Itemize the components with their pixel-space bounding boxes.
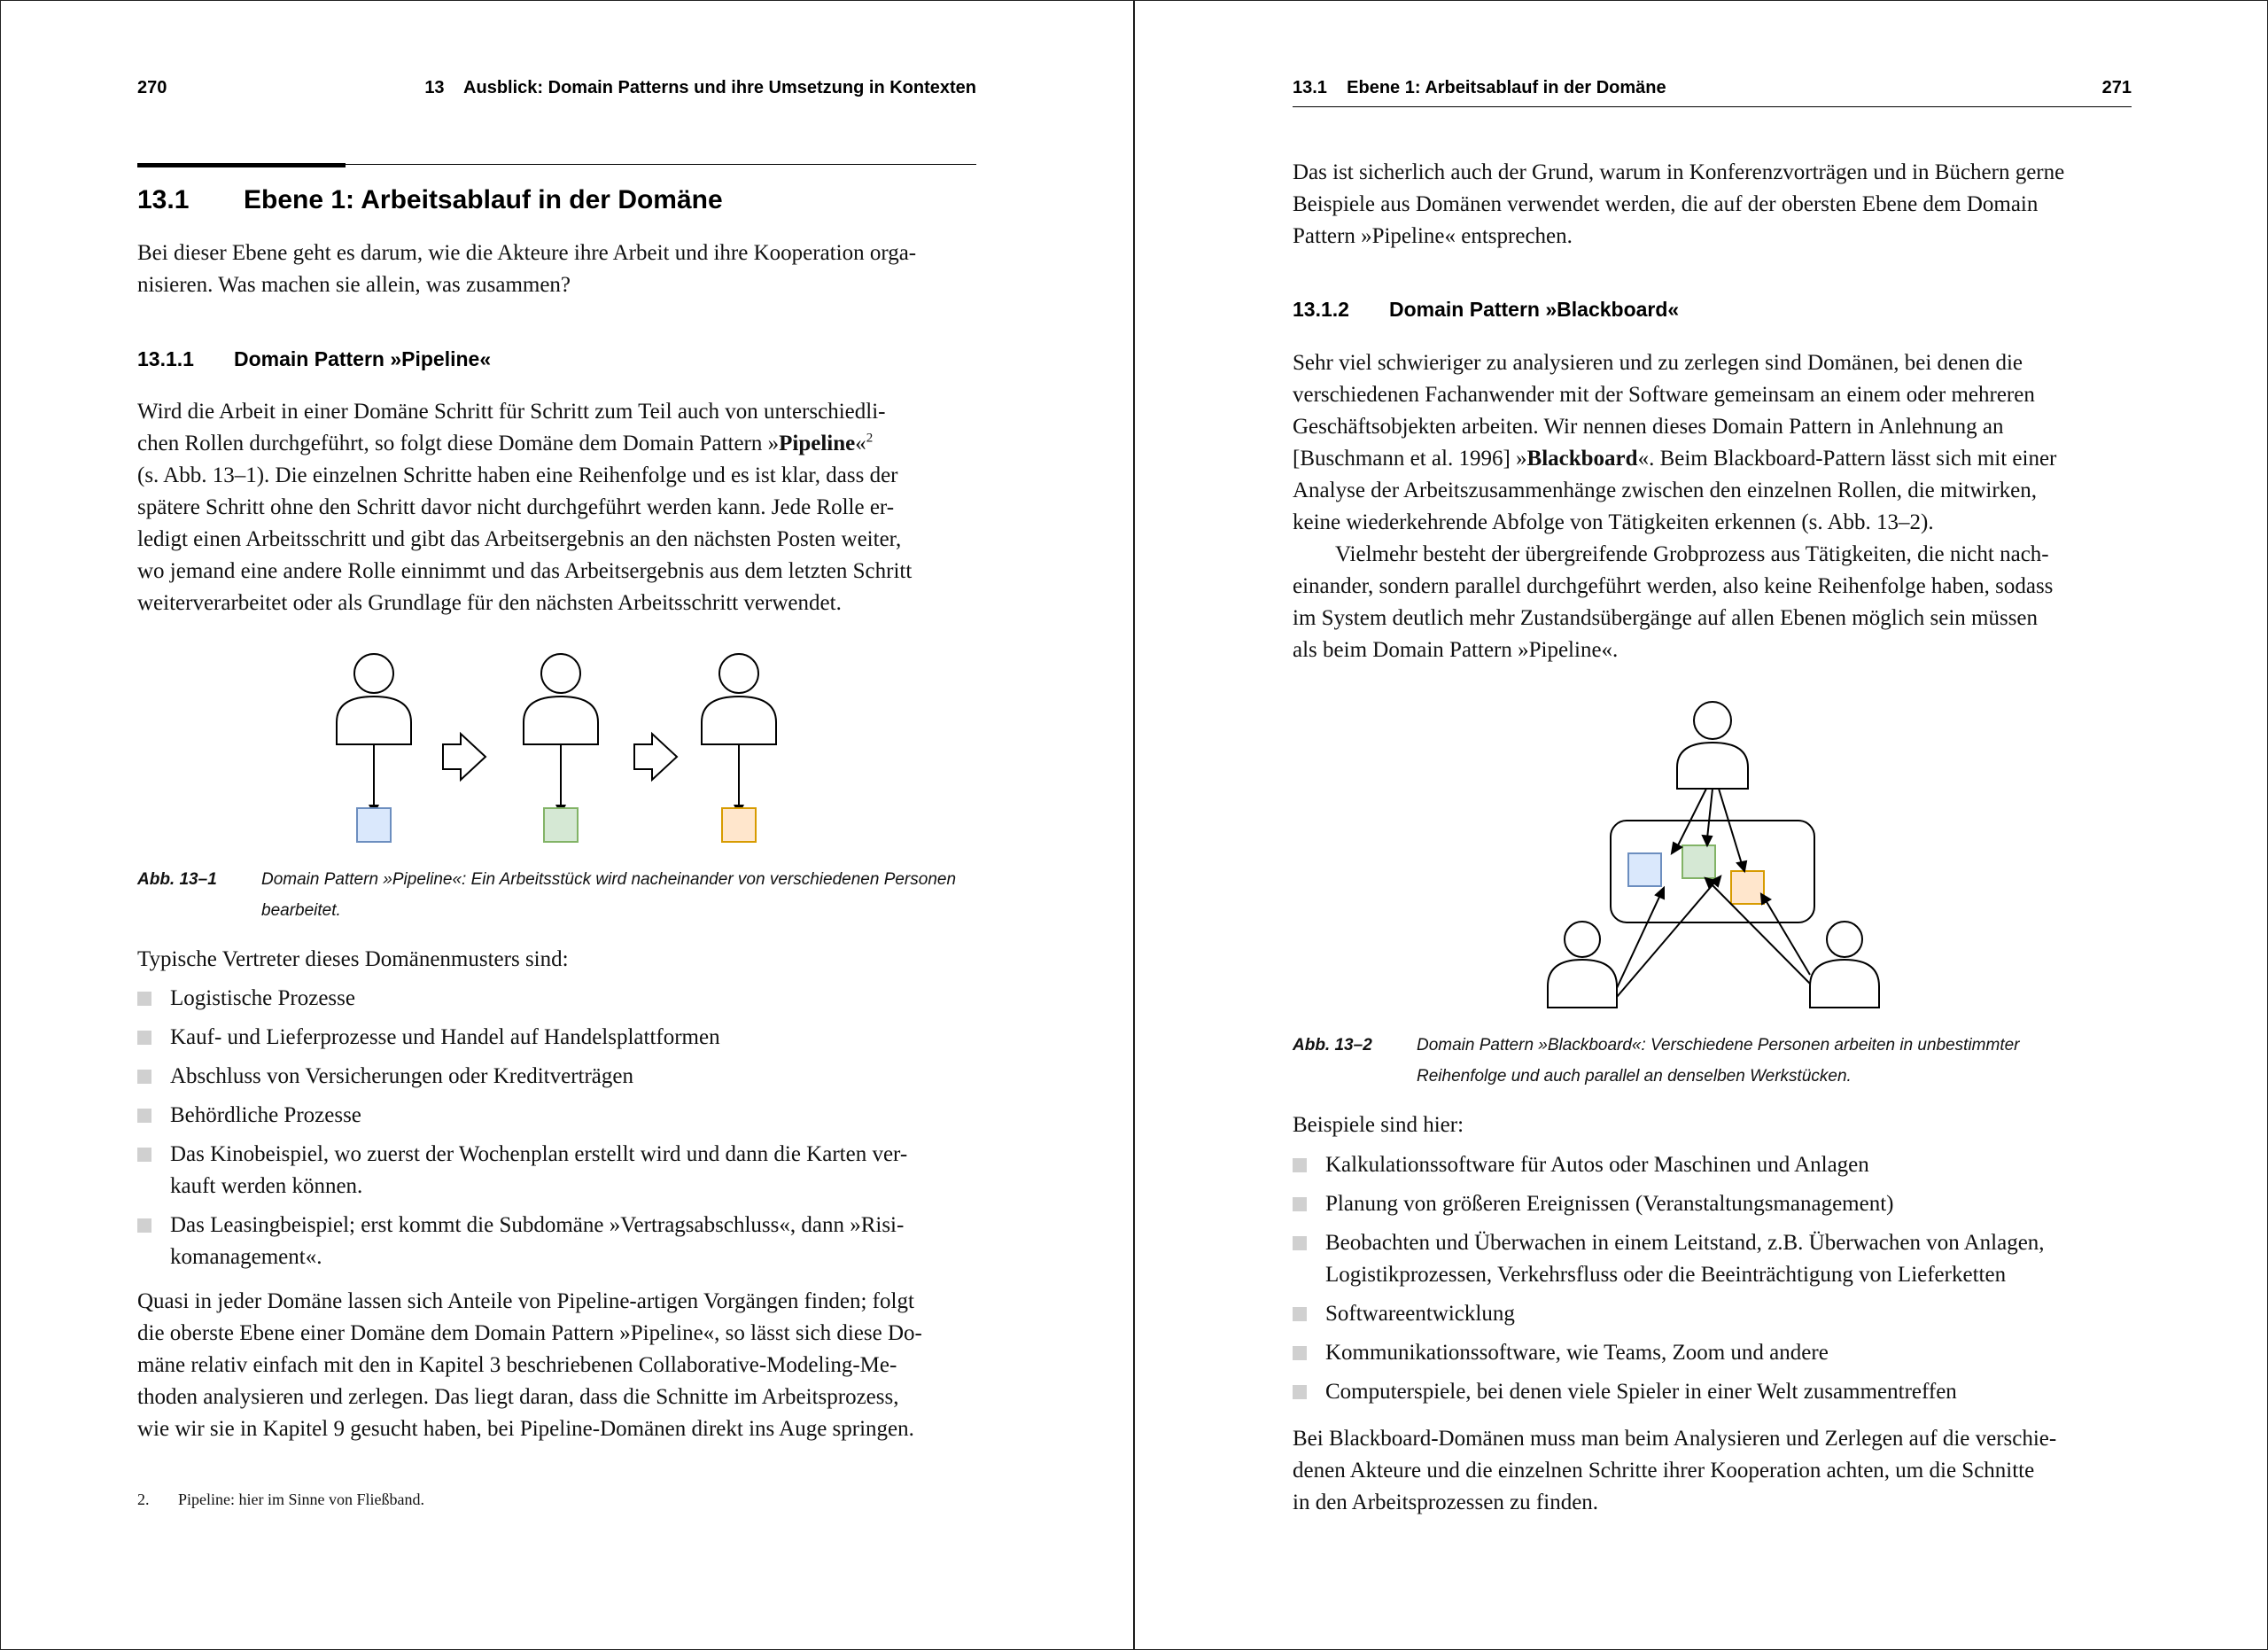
list-intro: Beispiele sind hier:: [1293, 1113, 1464, 1137]
text-line: Pattern »Pipeline« entsprechen.: [1293, 224, 1573, 248]
subsection-title: Domain Pattern »Blackboard«: [1389, 298, 1680, 321]
text-line: spätere Schritt ohne den Schritt davor nicht durchgeführt werden kann. Jede Rolle er-: [137, 495, 895, 519]
footnote-number: 2.: [137, 1490, 150, 1508]
work-item-green: [1682, 845, 1715, 878]
closing-paragraph: [137, 1286, 976, 1445]
text-line: nisieren. Was machen sie allein, was zusammen?: [137, 273, 571, 297]
caption-line: Domain Pattern »Blackboard«: Verschiedene Personen arbeiten in unbestimmter: [1417, 1036, 2020, 1055]
person-icon: [1548, 922, 1617, 1008]
list-item: Planung von größeren Ereignissen (Veranstaltungsmanagement): [1293, 1188, 2132, 1220]
pipeline-figure: [328, 647, 788, 851]
pipeline-paragraph: [137, 396, 976, 619]
caption-line: Domain Pattern »Pipeline«: Ein Arbeitsstück wird nacheinander von verschiedenen Personen: [261, 870, 957, 889]
page-number: 270: [137, 78, 167, 97]
flow-arrow-icon: [443, 734, 485, 780]
list-item: Kalkulationssoftware für Autos oder Maschinen und Anlagen: [1293, 1149, 2132, 1181]
bullet-icon: [137, 1070, 151, 1084]
work-item-blue: [357, 808, 391, 842]
list-item: Computerspiele, bei denen viele Spieler in einer Welt zusammentreffen: [1293, 1376, 2132, 1408]
parallel-paragraph: [1293, 539, 2132, 666]
intro-paragraph: [137, 237, 976, 301]
text-line: mäne relativ einfach mit den in Kapitel 3 beschriebenen Collaborative-Modeling-Me-: [137, 1353, 897, 1377]
text-line: einander, sondern parallel durchgeführt werden, also keine Reihenfolge haben, sodass: [1293, 574, 2054, 598]
text-line: wo jemand eine andere Rolle einnimmt und das Arbeitsergebnis aus dem letzten Schritt: [137, 559, 913, 583]
footnote: [137, 1490, 424, 1509]
work-item-orange: [1731, 871, 1764, 904]
subsection-number: 13.1.1: [137, 347, 194, 370]
text-line: Geschäftsobjekten arbeiten. Wir nennen dieses Domain Pattern in Anlehnung an: [1293, 415, 2004, 439]
text-line: keine wiederkehrende Abfolge von Tätigkeiten erkennen (s. Abb. 13–2).: [1293, 510, 1934, 534]
work-item-blue: [1628, 853, 1661, 886]
bullet-list: [1293, 1149, 2132, 1415]
header-rule: [1293, 106, 2132, 107]
text-line: wie wir sie in Kapitel 9 gesucht haben, bei Pipeline-Domänen direkt ins Auge springen.: [137, 1417, 914, 1441]
list-item: Kommunikationssoftware, wie Teams, Zoom und andere: [1293, 1337, 2132, 1369]
figure-caption: [1293, 1030, 2132, 1094]
list-item: Das Kinobeispiel, wo zuerst der Wochenplan erstellt wird und dann die Karten ver- kauft werden können.: [137, 1139, 976, 1202]
text-line: Wird die Arbeit in einer Domäne Schritt für Schritt zum Teil auch von unterschiedli-: [137, 400, 886, 424]
blackboard-paragraph: [1293, 347, 2132, 539]
text-line: Vielmehr besteht der übergreifende Grobprozess aus Tätigkeiten, die nicht nach-: [1335, 542, 2049, 566]
list-item: Logistische Prozesse: [137, 983, 976, 1015]
footnote-text: Pipeline: hier im Sinne von Fließband.: [178, 1490, 424, 1508]
bullet-icon: [137, 992, 151, 1006]
bullet-icon: [137, 1109, 151, 1123]
text-line: ledigt einen Arbeitsschritt und gibt das Arbeitsergebnis an den nächsten Posten weiter,: [137, 527, 902, 551]
text-line: im System deutlich mehr Zustandsübergänge auf allen Ebenen möglich sein müssen: [1293, 606, 2039, 630]
bullet-icon: [1293, 1385, 1307, 1399]
keyword-blackboard: Blackboard: [1526, 447, 1638, 471]
person-icon: [1677, 702, 1748, 789]
text-line: die oberste Ebene einer Domäne dem Domain Pattern »Pipeline«, so lässt sich diese Do-: [137, 1321, 922, 1345]
right-page: [1135, 0, 2268, 1650]
blackboard-figure: [1534, 691, 1888, 1015]
bullet-icon: [137, 1218, 151, 1233]
figure-label: Abb. 13–2: [1293, 1036, 1372, 1055]
text-line: Quasi in jeder Domäne lassen sich Anteile von Pipeline-artigen Vorgängen finden; folgt: [137, 1289, 914, 1313]
person-icon: [702, 654, 776, 744]
bullet-icon: [137, 1031, 151, 1045]
person-icon: [1810, 922, 1879, 1008]
list-item: Abschluss von Versicherungen oder Kreditverträgen: [137, 1061, 976, 1093]
section-number: 13.1: [137, 185, 190, 214]
bullet-list: [137, 983, 976, 1280]
subsection-heading: [137, 347, 491, 371]
text-line: in den Arbeitsprozessen zu finden.: [1293, 1490, 1599, 1514]
text-line: Das ist sicherlich auch der Grund, warum in Konferenzvorträgen und in Büchern gerne: [1293, 160, 2065, 184]
bullet-icon: [1293, 1236, 1307, 1250]
text-line: thoden analysieren und zerlegen. Das liegt daran, dass die Schnitte im Arbeitsprozess,: [137, 1385, 899, 1409]
continuation-paragraph: [1293, 157, 2132, 253]
text-line: denen Akteure und die einzelnen Schritte ihrer Kooperation achten, um die Schnitte: [1293, 1459, 2035, 1483]
running-head: 13.1 Ebene 1: Arbeitsablauf in der Domäne: [1293, 78, 1666, 97]
page-number: 271: [2101, 78, 2132, 97]
text-line: Bei dieser Ebene geht es darum, wie die Akteure ihre Arbeit und ihre Kooperation orga-: [137, 241, 917, 265]
section-heading: [137, 185, 723, 215]
section-rule-accent: [137, 163, 346, 167]
person-icon: [337, 654, 411, 744]
list-item: Kauf- und Lieferprozesse und Handel auf Handelsplattformen: [137, 1022, 976, 1054]
keyword-pipeline: Pipeline: [779, 432, 856, 455]
subsection-number: 13.1.2: [1293, 298, 1349, 321]
subsection-heading: [1293, 298, 1679, 322]
text-line: als beim Domain Pattern »Pipeline«.: [1293, 638, 1619, 662]
running-head: 13 Ausblick: Domain Patterns und ihre Umsetzung in Kontexten: [424, 78, 976, 97]
work-item-orange: [722, 808, 756, 842]
bullet-icon: [1293, 1346, 1307, 1360]
text-line: Bei Blackboard-Domänen muss man beim Analysieren und Zerlegen auf die verschie-: [1293, 1427, 2057, 1451]
list-item: Softwareentwicklung: [1293, 1298, 2132, 1330]
person-icon: [524, 654, 598, 744]
text-line: chen Rollen durchgeführt, so folgt diese Domäne dem Domain Pattern »Pipeline«$^2$: [137, 431, 874, 455]
text-line: (s. Abb. 13–1). Die einzelnen Schritte haben eine Reihenfolge und es ist klar, dass der: [137, 463, 898, 487]
figure-caption: [137, 864, 976, 928]
list-item: Behördliche Prozesse: [137, 1100, 976, 1132]
text-line: Sehr viel schwieriger zu analysieren und zu zerlegen sind Domänen, bei denen die: [1293, 351, 2023, 375]
footnote-mark[interactable]: 2: [866, 431, 874, 446]
left-page: [0, 0, 1133, 1650]
figure-label: Abb. 13–1: [137, 870, 217, 889]
section-title: Ebene 1: Arbeitsablauf in der Domäne: [244, 185, 723, 214]
closing-paragraph: [1293, 1423, 2132, 1519]
list-item: Beobachten und Überwachen in einem Leitstand, z.B. Überwachen von Anlagen, Logistikprozessen, Verkehrsfluss oder die Beeinträchtigung von Lieferketten: [1293, 1227, 2132, 1291]
text-line: Beispiele aus Domänen verwendet werden, die auf der obersten Ebene dem Domain: [1293, 192, 2039, 216]
bullet-icon: [1293, 1307, 1307, 1321]
text-line: [Buschmann et al. 1996] »Blackboard«. Beim Blackboard-Pattern lässt sich mit einer: [1293, 447, 2057, 471]
bullet-icon: [1293, 1197, 1307, 1211]
bullet-icon: [1293, 1158, 1307, 1172]
work-item-green: [544, 808, 578, 842]
list-intro: Typische Vertreter dieses Domänenmusters sind:: [137, 947, 569, 971]
bullet-icon: [137, 1148, 151, 1162]
text-line: weiterverarbeitet oder als Grundlage für den nächsten Arbeitsschritt verwendet.: [137, 591, 842, 615]
list-item: Das Leasingbeispiel; erst kommt die Subdomäne »Vertragsabschluss«, dann »Risi- komanagement«.: [137, 1210, 976, 1273]
flow-arrow-icon: [634, 734, 677, 780]
subsection-title: Domain Pattern »Pipeline«: [234, 347, 492, 370]
text-line: Analyse der Arbeitszusammenhänge zwischen den einzelnen Rollen, die mitwirken,: [1293, 479, 2038, 502]
caption-line: Reihenfolge und auch parallel an denselben Werkstücken.: [1417, 1067, 1852, 1086]
text-line: verschiedenen Fachanwender mit der Software gemeinsam an einem oder mehreren: [1293, 383, 2035, 407]
caption-line: bearbeitet.: [261, 901, 341, 920]
